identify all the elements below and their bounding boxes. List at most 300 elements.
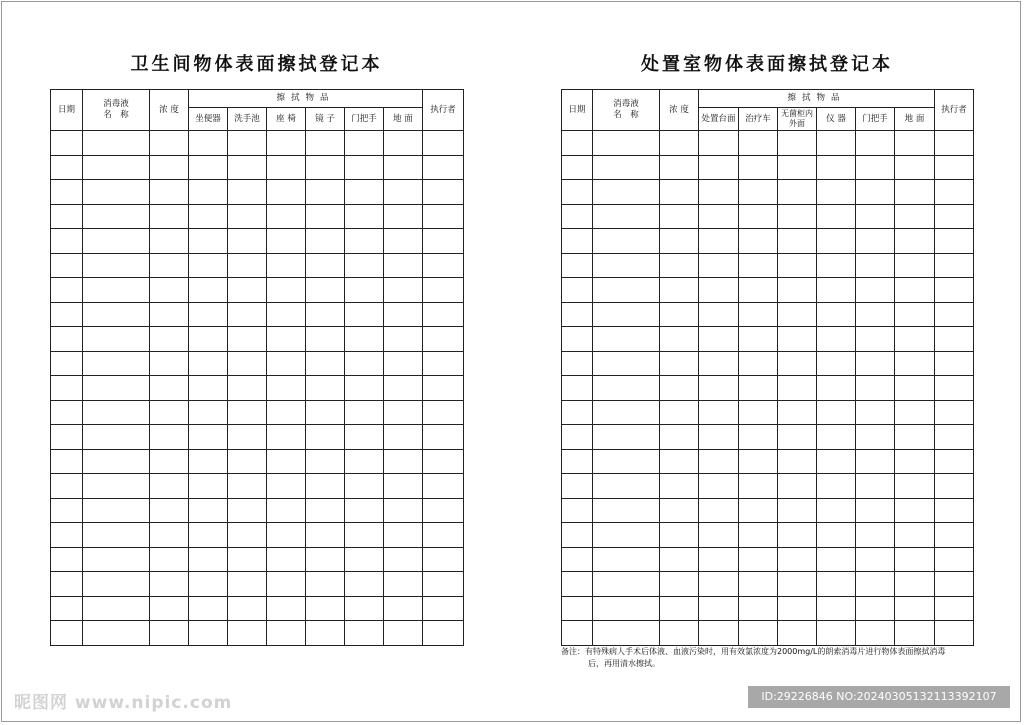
blank-cell [856, 474, 895, 499]
blank-cell [267, 400, 306, 425]
blank-cell [778, 449, 817, 474]
concentration-header: 浓 度 [150, 90, 189, 131]
wiped-items-group-header: 擦拭物品 [189, 90, 423, 108]
left-log-table [50, 89, 464, 646]
blank-cell [423, 621, 464, 646]
blank-cell [778, 474, 817, 499]
blank-cell [306, 278, 345, 303]
executor-header: 执行者 [423, 90, 464, 131]
blank-cell [778, 621, 817, 646]
blank-cell [267, 155, 306, 180]
blank-cell [562, 204, 593, 229]
blank-cell [345, 131, 384, 156]
blank-cell [83, 400, 150, 425]
blank-cell [228, 253, 267, 278]
blank-cell [384, 229, 423, 254]
item-header-toilet: 坐便器 [189, 108, 228, 131]
blank-cell [345, 351, 384, 376]
blank-cell [267, 547, 306, 572]
blank-cell [699, 253, 739, 278]
blank-cell [189, 376, 228, 401]
table-row [562, 596, 974, 621]
blank-cell [150, 621, 189, 646]
blank-cell [150, 523, 189, 548]
blank-cell [699, 547, 739, 572]
blank-cell [267, 180, 306, 205]
disinfectant-name-header [83, 90, 150, 131]
blank-cell [660, 180, 699, 205]
blank-cell [345, 523, 384, 548]
blank-cell [83, 498, 150, 523]
blank-cell [345, 425, 384, 450]
blank-cell [267, 278, 306, 303]
blank-cell [562, 229, 593, 254]
blank-cell [384, 425, 423, 450]
blank-cell [739, 376, 778, 401]
table-row [562, 253, 974, 278]
blank-cell [895, 131, 935, 156]
blank-cell [778, 155, 817, 180]
blank-cell [306, 572, 345, 597]
blank-cell [150, 596, 189, 621]
blank-cell [699, 449, 739, 474]
blank-cell [935, 621, 974, 646]
blank-cell [699, 572, 739, 597]
blank-cell [699, 327, 739, 352]
blank-cell [189, 572, 228, 597]
blank-cell [189, 474, 228, 499]
blank-cell [562, 376, 593, 401]
blank-cell [895, 621, 935, 646]
blank-cell [778, 327, 817, 352]
blank-cell [562, 327, 593, 352]
blank-cell [562, 621, 593, 646]
blank-cell [189, 131, 228, 156]
table-row [562, 131, 974, 156]
blank-cell [83, 204, 150, 229]
blank-cell [778, 547, 817, 572]
blank-cell [51, 425, 83, 450]
table-row [51, 351, 464, 376]
blank-cell [306, 180, 345, 205]
blank-cell [778, 302, 817, 327]
blank-cell [306, 155, 345, 180]
blank-cell [228, 572, 267, 597]
blank-cell [51, 400, 83, 425]
blank-cell [306, 547, 345, 572]
table-row [562, 523, 974, 548]
blank-cell [856, 229, 895, 254]
blank-cell [935, 155, 974, 180]
blank-cell [83, 278, 150, 303]
blank-cell [856, 596, 895, 621]
blank-cell [83, 523, 150, 548]
blank-cell [384, 327, 423, 352]
blank-cell [895, 180, 935, 205]
blank-cell [228, 400, 267, 425]
blank-cell [345, 621, 384, 646]
blank-cell [562, 400, 593, 425]
blank-cell [83, 253, 150, 278]
blank-cell [423, 523, 464, 548]
concentration-header: 浓 度 [660, 90, 699, 131]
blank-cell [189, 327, 228, 352]
blank-cell [267, 229, 306, 254]
blank-cell [699, 204, 739, 229]
blank-cell [593, 523, 660, 548]
blank-cell [778, 131, 817, 156]
table-row [562, 229, 974, 254]
table-row [51, 302, 464, 327]
blank-cell [83, 180, 150, 205]
blank-cell [699, 155, 739, 180]
blank-cell [895, 278, 935, 303]
blank-cell [51, 621, 83, 646]
blank-cell [895, 400, 935, 425]
blank-cell [856, 572, 895, 597]
blank-cell [83, 596, 150, 621]
blank-cell [778, 498, 817, 523]
blank-cell [306, 523, 345, 548]
blank-cell [817, 351, 856, 376]
blank-cell [739, 621, 778, 646]
id-watermark: ID:29226846 NO:20240305132113392107 [748, 686, 1010, 708]
blank-cell [306, 621, 345, 646]
blank-cell [817, 180, 856, 205]
blank-cell [150, 351, 189, 376]
wiped-items-group-header: 擦拭物品 [699, 90, 935, 108]
blank-cell [51, 547, 83, 572]
blank-cell [83, 229, 150, 254]
remark-line2: 后，再用清水擦拭。 [588, 659, 660, 668]
blank-cell [856, 621, 895, 646]
blank-cell [423, 572, 464, 597]
blank-cell [935, 302, 974, 327]
blank-cell [895, 572, 935, 597]
blank-cell [345, 229, 384, 254]
blank-cell [423, 474, 464, 499]
blank-cell [739, 204, 778, 229]
blank-cell [778, 351, 817, 376]
blank-cell [895, 376, 935, 401]
blank-cell [935, 278, 974, 303]
blank-cell [817, 253, 856, 278]
item-header-floor: 地 面 [384, 108, 423, 131]
blank-cell [228, 425, 267, 450]
blank-cell [739, 596, 778, 621]
blank-cell [345, 376, 384, 401]
table-row [51, 131, 464, 156]
table-row [51, 278, 464, 303]
blank-cell [660, 449, 699, 474]
blank-cell [856, 351, 895, 376]
blank-cell [562, 425, 593, 450]
blank-cell [856, 302, 895, 327]
disinfectant-header-line1: 消毒液 [103, 99, 129, 109]
blank-cell [423, 180, 464, 205]
item-header-floor: 地 面 [895, 108, 935, 131]
blank-cell [306, 229, 345, 254]
blank-cell [699, 596, 739, 621]
blank-cell [384, 351, 423, 376]
blank-cell [699, 621, 739, 646]
blank-cell [189, 302, 228, 327]
blank-cell [895, 229, 935, 254]
item-header-treatment-table: 处置台面 [699, 108, 739, 131]
table-row [51, 253, 464, 278]
table-row [51, 376, 464, 401]
blank-cell [267, 351, 306, 376]
blank-cell [189, 351, 228, 376]
table-row [51, 621, 464, 646]
blank-cell [345, 302, 384, 327]
blank-cell [593, 376, 660, 401]
blank-cell [83, 376, 150, 401]
blank-cell [189, 253, 228, 278]
blank-cell [593, 131, 660, 156]
blank-cell [384, 400, 423, 425]
blank-cell [423, 302, 464, 327]
blank-cell [228, 302, 267, 327]
blank-cell [189, 204, 228, 229]
blank-cell [51, 253, 83, 278]
blank-cell [150, 498, 189, 523]
blank-cell [699, 302, 739, 327]
blank-cell [593, 229, 660, 254]
blank-cell [189, 596, 228, 621]
blank-cell [423, 253, 464, 278]
blank-cell [267, 253, 306, 278]
blank-cell [856, 253, 895, 278]
item-header-sterile-cabinet: 无菌柜内外面 [778, 108, 817, 131]
blank-cell [267, 572, 306, 597]
blank-cell [660, 376, 699, 401]
blank-cell [189, 180, 228, 205]
blank-cell [345, 253, 384, 278]
left-table-body [51, 131, 464, 646]
blank-cell [562, 523, 593, 548]
blank-cell [562, 449, 593, 474]
blank-cell [935, 547, 974, 572]
blank-cell [267, 523, 306, 548]
blank-cell [935, 180, 974, 205]
blank-cell [778, 400, 817, 425]
blank-cell [778, 425, 817, 450]
blank-cell [817, 278, 856, 303]
table-row [562, 425, 974, 450]
blank-cell [423, 131, 464, 156]
blank-cell [306, 425, 345, 450]
blank-cell [83, 547, 150, 572]
blank-cell [856, 547, 895, 572]
blank-cell [150, 229, 189, 254]
blank-cell [345, 547, 384, 572]
blank-cell [384, 253, 423, 278]
blank-cell [660, 621, 699, 646]
blank-cell [593, 204, 660, 229]
blank-cell [384, 278, 423, 303]
blank-cell [856, 131, 895, 156]
blank-cell [593, 327, 660, 352]
blank-cell [423, 547, 464, 572]
item-header-door-handle: 门把手 [856, 108, 895, 131]
blank-cell [228, 131, 267, 156]
blank-cell [267, 327, 306, 352]
table-row [51, 474, 464, 499]
blank-cell [189, 498, 228, 523]
blank-cell [150, 425, 189, 450]
blank-cell [83, 474, 150, 499]
blank-cell [51, 327, 83, 352]
blank-cell [660, 155, 699, 180]
blank-cell [51, 474, 83, 499]
blank-cell [739, 327, 778, 352]
blank-cell [817, 155, 856, 180]
blank-cell [267, 449, 306, 474]
blank-cell [699, 425, 739, 450]
blank-cell [228, 180, 267, 205]
blank-cell [778, 180, 817, 205]
blank-cell [817, 425, 856, 450]
blank-cell [699, 131, 739, 156]
blank-cell [699, 229, 739, 254]
blank-cell [306, 302, 345, 327]
table-row [562, 572, 974, 597]
blank-cell [778, 572, 817, 597]
blank-cell [51, 498, 83, 523]
blank-cell [856, 204, 895, 229]
blank-cell [228, 449, 267, 474]
table-row [51, 204, 464, 229]
blank-cell [83, 327, 150, 352]
blank-cell [699, 498, 739, 523]
blank-cell [423, 425, 464, 450]
blank-cell [384, 621, 423, 646]
blank-cell [51, 572, 83, 597]
remark-note [561, 646, 981, 670]
blank-cell [660, 351, 699, 376]
blank-cell [935, 253, 974, 278]
blank-cell [778, 376, 817, 401]
table-row [562, 498, 974, 523]
blank-cell [345, 278, 384, 303]
blank-cell [739, 474, 778, 499]
blank-cell [660, 253, 699, 278]
blank-cell [150, 253, 189, 278]
blank-cell [384, 596, 423, 621]
blank-cell [739, 155, 778, 180]
blank-cell [384, 474, 423, 499]
blank-cell [345, 180, 384, 205]
blank-cell [384, 547, 423, 572]
blank-cell [228, 278, 267, 303]
blank-cell [51, 351, 83, 376]
blank-cell [189, 278, 228, 303]
blank-cell [306, 474, 345, 499]
blank-cell [817, 302, 856, 327]
blank-cell [384, 449, 423, 474]
table-row [51, 596, 464, 621]
blank-cell [83, 131, 150, 156]
blank-cell [189, 155, 228, 180]
blank-cell [660, 425, 699, 450]
blank-cell [817, 327, 856, 352]
item-header-seat: 座 椅 [267, 108, 306, 131]
blank-cell [345, 449, 384, 474]
table-row [562, 351, 974, 376]
blank-cell [895, 474, 935, 499]
blank-cell [739, 351, 778, 376]
right-table-body [562, 131, 974, 646]
blank-cell [817, 229, 856, 254]
blank-cell [593, 278, 660, 303]
blank-cell [150, 180, 189, 205]
blank-cell [150, 131, 189, 156]
blank-cell [562, 351, 593, 376]
blank-cell [345, 498, 384, 523]
blank-cell [228, 155, 267, 180]
blank-cell [228, 204, 267, 229]
table-row [562, 621, 974, 646]
blank-cell [817, 204, 856, 229]
blank-cell [345, 204, 384, 229]
blank-cell [856, 327, 895, 352]
blank-cell [267, 302, 306, 327]
table-row [562, 327, 974, 352]
blank-cell [423, 204, 464, 229]
date-header: 日期 [51, 90, 83, 131]
blank-cell [895, 351, 935, 376]
blank-cell [856, 180, 895, 205]
blank-cell [150, 302, 189, 327]
blank-cell [384, 572, 423, 597]
blank-cell [189, 449, 228, 474]
blank-cell [189, 400, 228, 425]
blank-cell [660, 204, 699, 229]
blank-cell [150, 327, 189, 352]
blank-cell [660, 229, 699, 254]
blank-cell [895, 204, 935, 229]
blank-cell [856, 425, 895, 450]
blank-cell [83, 155, 150, 180]
blank-cell [660, 327, 699, 352]
table-row [51, 425, 464, 450]
blank-cell [306, 596, 345, 621]
blank-cell [150, 204, 189, 229]
blank-cell [660, 572, 699, 597]
table-row [51, 572, 464, 597]
site-watermark: 昵图网 www.nipic.com [14, 693, 233, 713]
blank-cell [593, 572, 660, 597]
blank-cell [228, 498, 267, 523]
blank-cell [83, 572, 150, 597]
blank-cell [699, 376, 739, 401]
blank-cell [895, 425, 935, 450]
item-header-washbasin: 洗手池 [228, 108, 267, 131]
table-row [51, 547, 464, 572]
table-row [51, 498, 464, 523]
blank-cell [856, 523, 895, 548]
blank-cell [228, 523, 267, 548]
blank-cell [345, 327, 384, 352]
blank-cell [306, 253, 345, 278]
blank-cell [83, 449, 150, 474]
blank-cell [384, 523, 423, 548]
blank-cell [739, 498, 778, 523]
blank-cell [699, 400, 739, 425]
blank-cell [778, 523, 817, 548]
blank-cell [228, 474, 267, 499]
